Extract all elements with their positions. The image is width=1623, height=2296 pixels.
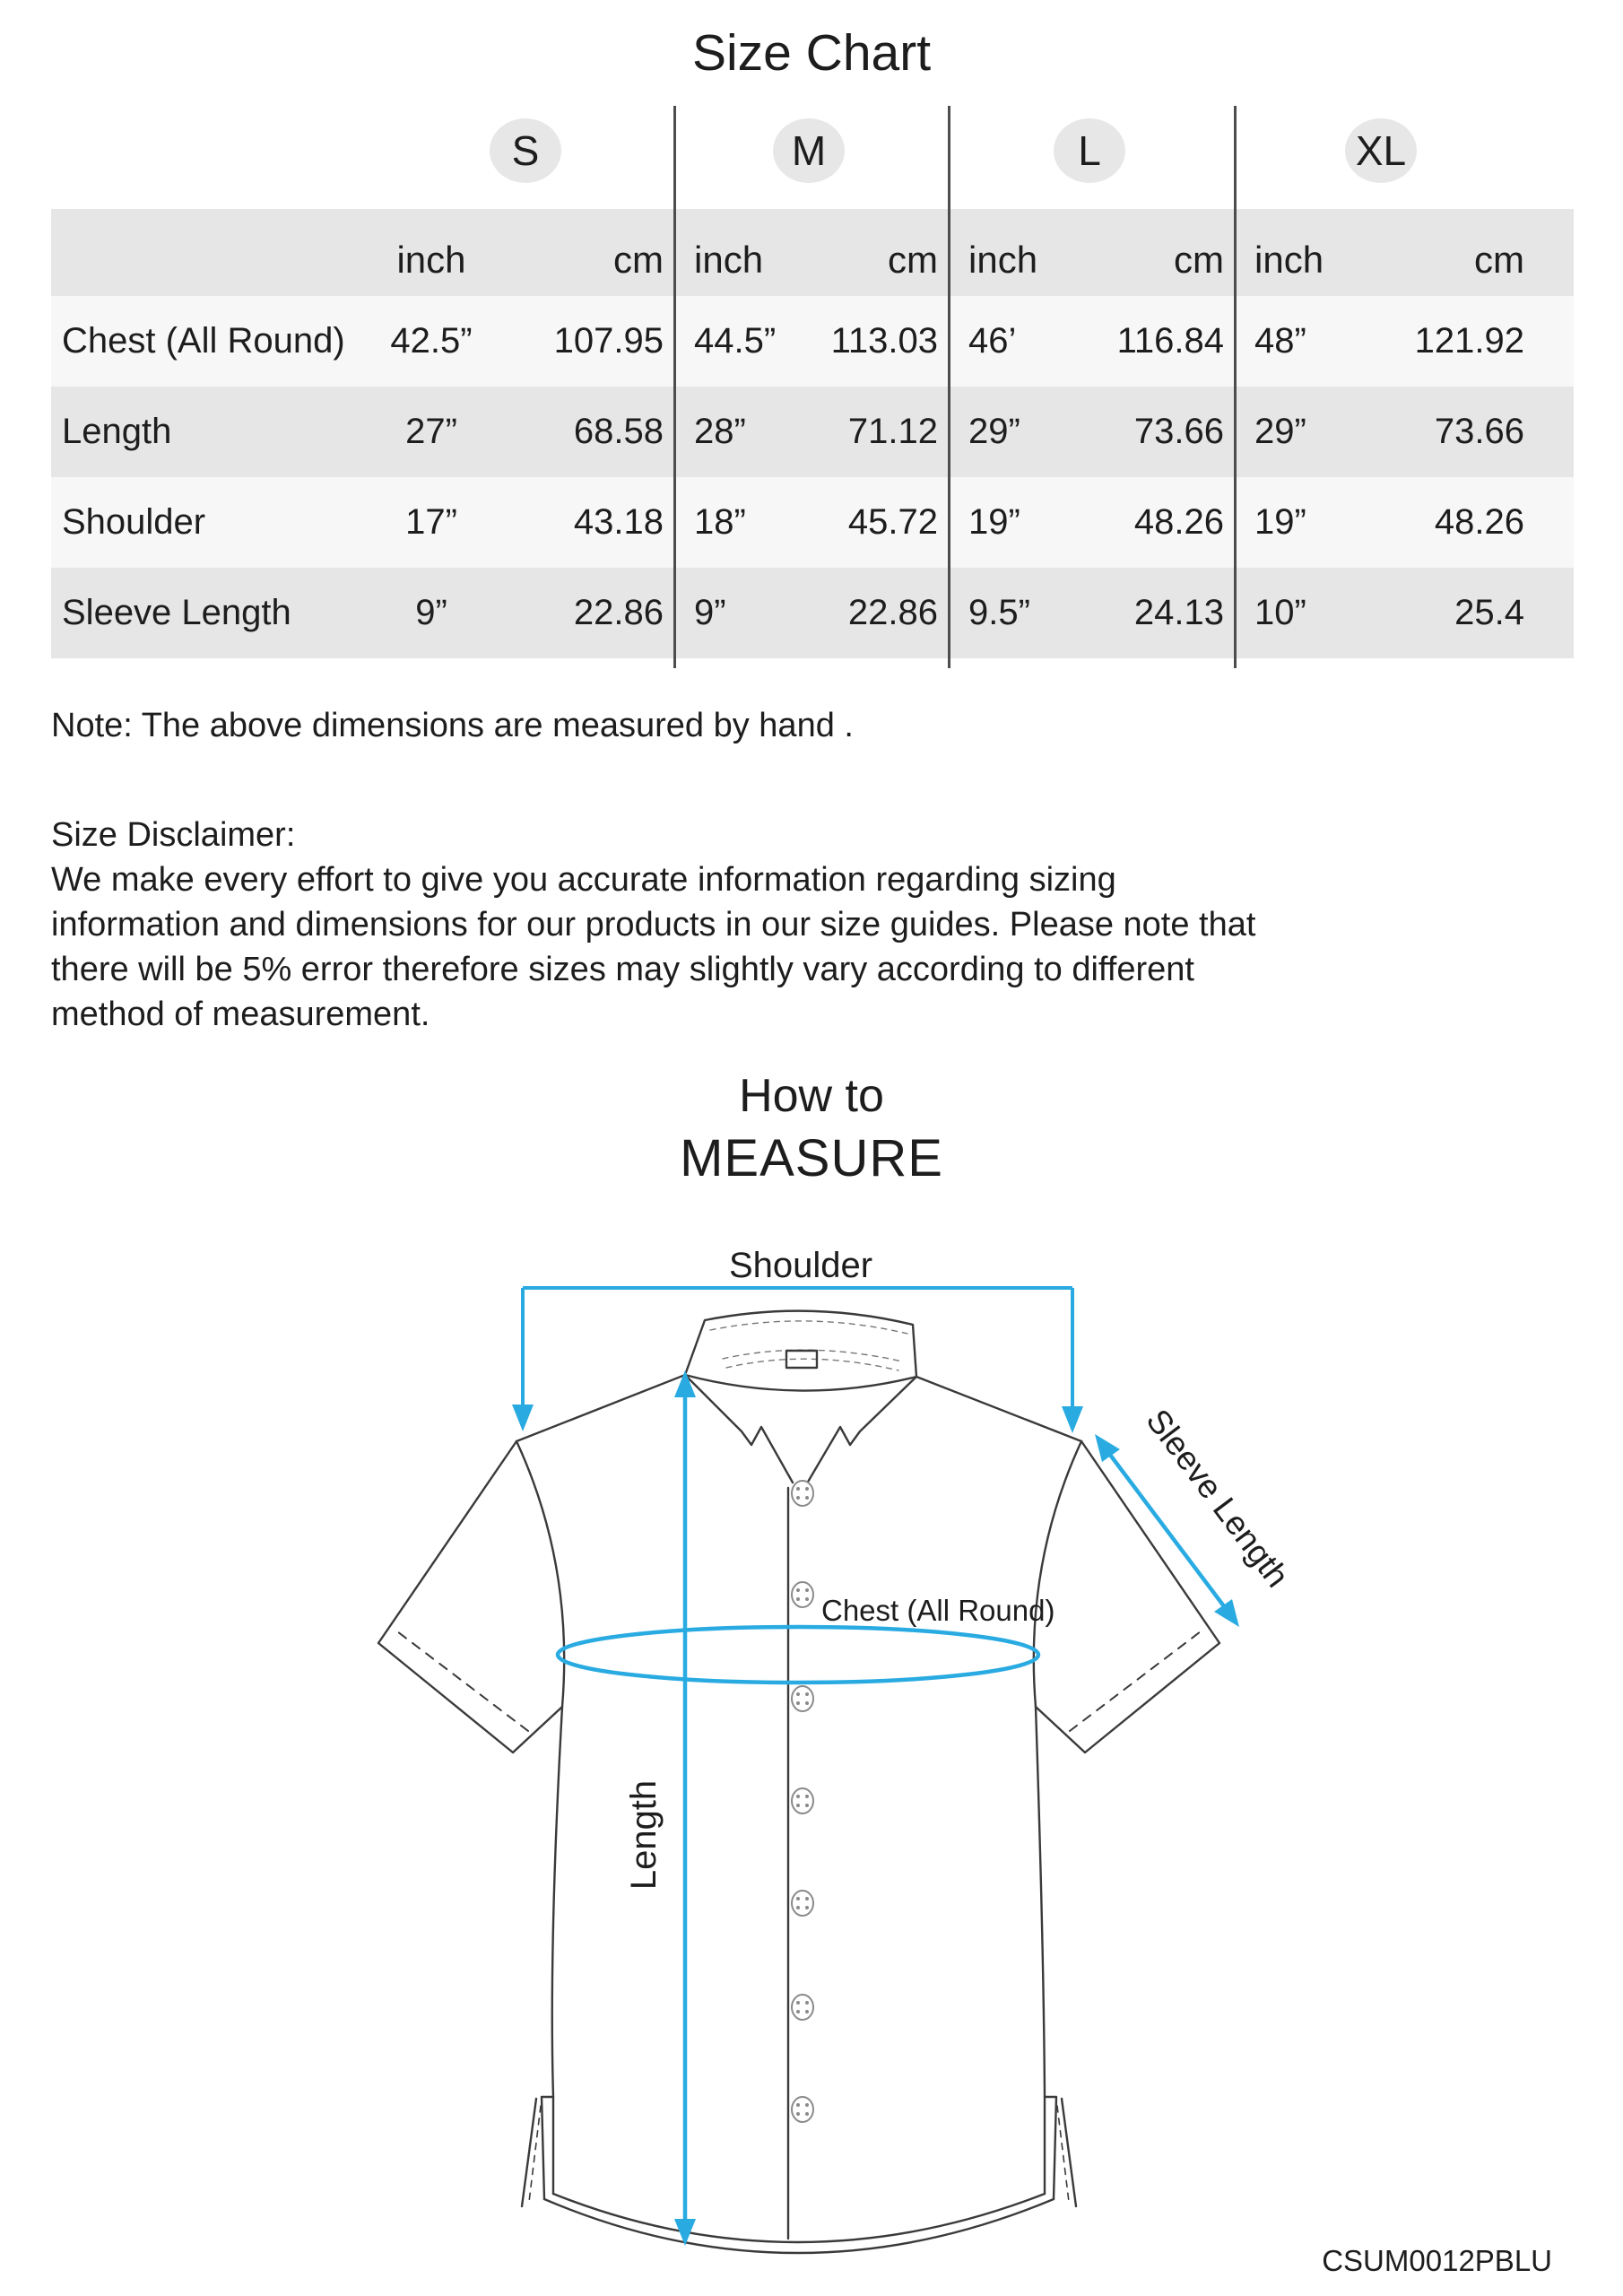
size-badge-xl [1345,118,1417,183]
shirt-measure-diagram [0,1229,1623,2296]
hem-lower [544,2199,1054,2253]
cell-value: 113.03 [830,321,938,361]
button [792,1481,813,1506]
size-badge-l-label: L [1078,127,1101,174]
header-xl-cm: cm [1474,239,1524,281]
side-vent-right [1045,2097,1056,2199]
body-side-right [1036,1707,1045,2097]
cell-value: 9.5” [968,593,1030,632]
cell-value: 46’ [968,321,1017,361]
cell-value: 18” [694,502,746,542]
cell-value: 9” [415,593,447,632]
cell-value: 29” [1254,412,1306,451]
row-label: Shoulder [62,502,206,542]
header-empty-cell [51,209,350,296]
vent-stitch-left [529,2106,541,2202]
cell-value: 10” [1254,593,1306,632]
howto-heading-line2: MEASURE [680,1129,943,1187]
header-xl-inch: inch [1254,239,1324,281]
armhole-right [1034,1441,1081,1707]
button [792,2097,813,2122]
table-row [51,477,1574,568]
button-column [792,1481,813,2122]
cell-value: 27” [405,412,457,451]
column-divider [948,106,950,668]
size-badge-xl-label: XL [1355,127,1407,174]
lapel-left [685,1375,793,1483]
collar-fold [685,1375,916,1391]
cuff-stitch-left [394,1629,528,1731]
sleeve-length-label: Sleeve Length [1139,1402,1297,1595]
cell-value: 68.58 [573,412,664,451]
table-row [51,568,1574,658]
shoulder-seam-right [916,1377,1081,1441]
header-l-inch: inch [968,239,1038,281]
column-divider [673,106,676,668]
shoulder-label: Shoulder [728,1246,873,1285]
size-disclaimer [51,813,1255,1037]
vent-stitch-right [1057,2106,1069,2202]
arrow-down-icon [512,1405,534,1431]
table-row [51,387,1574,477]
chest-label: Chest (All Round) [821,1594,1055,1627]
header-m-inch: inch [694,239,764,281]
arrow-upleft-icon [1095,1434,1120,1462]
cell-value: 28” [694,412,746,451]
cell-value: 45.72 [847,502,938,542]
size-badge-m-label: M [791,127,827,174]
header-m-cm: cm [888,239,938,281]
cell-value: 42.5” [390,321,473,361]
side-vent-left [542,2097,553,2199]
cell-value: 116.84 [1116,321,1224,361]
shoulder-seam-left [516,1375,685,1441]
chest-ellipse [558,1627,1038,1683]
cell-value: 25.4 [1454,593,1524,632]
cell-value: 48” [1254,321,1306,361]
cell-value: 121.92 [1414,321,1524,361]
header-s-inch: inch [396,239,466,281]
disclaimer-line: method of measurement. [51,996,430,1033]
cell-value: 71.12 [847,412,938,451]
size-badge-l [1054,118,1125,183]
page-title: Size Chart [691,24,932,82]
vent-flap-left [522,2099,536,2206]
size-badge-m [773,118,845,183]
cuff-stitch-right [1070,1629,1204,1731]
table-header-row [51,209,1574,296]
row-label: Chest (All Round) [62,321,345,361]
product-code: CSUM0012PBLU [1322,2244,1552,2277]
cell-value: 29” [968,412,1020,451]
cell-value: 22.86 [573,593,664,632]
armhole-left [516,1441,564,1707]
button [792,1582,813,1607]
table-row [51,296,1574,387]
howto-heading-line1: How to [739,1070,884,1122]
button [792,1995,813,2020]
column-divider [1234,106,1237,668]
button [792,1788,813,1813]
lapel-right [804,1377,916,1488]
size-badge-s [490,118,561,183]
cell-value: 22.86 [847,593,938,632]
cell-value: 19” [1254,502,1306,542]
measurement-annotations [523,1288,1224,2221]
hem-upper [553,2194,1045,2242]
button [792,1686,813,1711]
body-side-left [552,1707,562,2097]
button [792,1891,813,1916]
disclaimer-line: information and dimensions for our products in our size guides. Please note that [51,906,1256,944]
row-label: Length [62,412,172,451]
vent-flap-right [1062,2099,1076,2206]
arrow-down-icon [1062,1406,1083,1433]
header-l-cm: cm [1174,239,1224,281]
cell-value: 107.95 [553,321,664,361]
measurement-note: Note: The above dimensions are measured by hand . [51,707,854,744]
header-s-cm: cm [613,239,664,281]
cell-value: 73.66 [1434,412,1524,451]
cell-value: 48.26 [1133,502,1224,542]
cell-value: 48.26 [1434,502,1524,542]
collar-stitch-top [710,1321,907,1334]
cell-value: 19” [968,502,1020,542]
row-label: Sleeve Length [62,593,291,632]
disclaimer-line: there will be 5% error therefore sizes may slightly vary according to different [51,951,1194,988]
size-badge-s-label: S [511,127,540,174]
arrowheads [512,1370,1239,2246]
disclaimer-line: We make every effort to give you accurate information regarding sizing [51,861,1116,899]
cell-value: 44.5” [694,321,777,361]
disclaimer-heading: Size Disclaimer: [51,816,296,854]
cell-value: 73.66 [1133,412,1224,451]
cell-value: 17” [405,502,457,542]
size-table [51,209,1574,658]
length-label: Length [624,1779,664,1891]
arrow-downright-icon [1214,1599,1239,1627]
cell-value: 43.18 [573,502,664,542]
cell-value: 9” [694,593,726,632]
cell-value: 24.13 [1133,593,1224,632]
